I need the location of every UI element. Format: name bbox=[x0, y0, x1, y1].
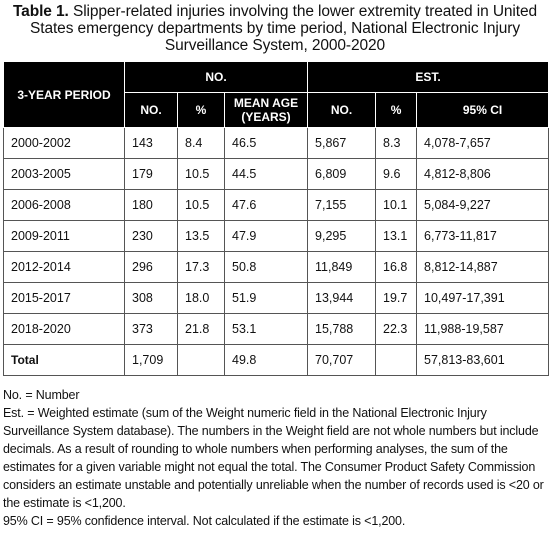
row-label: 2018-2020 bbox=[4, 314, 125, 345]
table-cell: 15,788 bbox=[308, 314, 376, 345]
header-est-no: NO. bbox=[308, 93, 376, 128]
table-body bbox=[4, 128, 549, 376]
row-label: 2015-2017 bbox=[4, 283, 125, 314]
table-cell: 22.3 bbox=[376, 314, 417, 345]
row-label: 2012-2014 bbox=[4, 252, 125, 283]
table-cell bbox=[376, 345, 417, 376]
table-cell: 8,812-14,887 bbox=[417, 252, 549, 283]
table-cell: 10.1 bbox=[376, 190, 417, 221]
table-row bbox=[4, 283, 549, 314]
table-cell: 6,773-11,817 bbox=[417, 221, 549, 252]
table-cell: 11,988-19,587 bbox=[417, 314, 549, 345]
table-row bbox=[4, 159, 549, 190]
table-cell: 6,809 bbox=[308, 159, 376, 190]
table-cell: 8.3 bbox=[376, 128, 417, 159]
table-cell: 373 bbox=[125, 314, 178, 345]
table-cell: 50.8 bbox=[225, 252, 308, 283]
row-label: 2000-2002 bbox=[4, 128, 125, 159]
header-group-est: EST. bbox=[308, 62, 549, 93]
row-label: 2003-2005 bbox=[4, 159, 125, 190]
table-row-total bbox=[4, 345, 549, 376]
row-label: 2006-2008 bbox=[4, 190, 125, 221]
table-cell: 16.8 bbox=[376, 252, 417, 283]
table-cell: 57,813-83,601 bbox=[417, 345, 549, 376]
table-cell: 8.4 bbox=[178, 128, 225, 159]
table-cell: 46.5 bbox=[225, 128, 308, 159]
header-mean-age: MEAN AGE (YEARS) bbox=[225, 93, 308, 128]
table-cell: 44.5 bbox=[225, 159, 308, 190]
table-cell: 10.5 bbox=[178, 159, 225, 190]
table-cell: 18.0 bbox=[178, 283, 225, 314]
header-no: NO. bbox=[125, 93, 178, 128]
table-cell: 308 bbox=[125, 283, 178, 314]
header-period: 3-YEAR PERIOD bbox=[4, 62, 125, 128]
table-row bbox=[4, 128, 549, 159]
row-label: Total bbox=[4, 345, 125, 376]
table-row bbox=[4, 252, 549, 283]
header-percent: % bbox=[178, 93, 225, 128]
table-cell: 9.6 bbox=[376, 159, 417, 190]
table-cell: 296 bbox=[125, 252, 178, 283]
table-cell: 180 bbox=[125, 190, 178, 221]
table-cell: 10,497-17,391 bbox=[417, 283, 549, 314]
footnotes bbox=[0, 386, 550, 530]
table-cell: 17.3 bbox=[178, 252, 225, 283]
table-row bbox=[4, 221, 549, 252]
table-cell: 10.5 bbox=[178, 190, 225, 221]
table-cell: 143 bbox=[125, 128, 178, 159]
table-cell: 1,709 bbox=[125, 345, 178, 376]
table-cell: 53.1 bbox=[225, 314, 308, 345]
table-cell bbox=[178, 345, 225, 376]
table-cell: 13,944 bbox=[308, 283, 376, 314]
table-cell: 13.1 bbox=[376, 221, 417, 252]
table-cell: 11,849 bbox=[308, 252, 376, 283]
table-cell: 47.9 bbox=[225, 221, 308, 252]
footnote-ci: 95% CI = 95% confidence interval. Not calculated if the estimate is <1,200. bbox=[3, 514, 406, 528]
injury-table bbox=[3, 61, 549, 376]
table-caption bbox=[0, 0, 550, 54]
table-cell: 19.7 bbox=[376, 283, 417, 314]
header-group-no: NO. bbox=[125, 62, 308, 93]
table-cell: 70,707 bbox=[308, 345, 376, 376]
table-cell: 4,078-7,657 bbox=[417, 128, 549, 159]
table-cell: 13.5 bbox=[178, 221, 225, 252]
table-title: Slipper-related injuries involving the lower extremity treated in United States emergency departments by time period, National Electronic Injury Surveillance System, 2000-2020 bbox=[30, 3, 538, 54]
table-row bbox=[4, 314, 549, 345]
table-cell: 49.8 bbox=[225, 345, 308, 376]
table-cell: 47.6 bbox=[225, 190, 308, 221]
footnote-no: No. = Number bbox=[3, 388, 80, 402]
table-cell: 230 bbox=[125, 221, 178, 252]
table-cell: 51.9 bbox=[225, 283, 308, 314]
row-label: 2009-2011 bbox=[4, 221, 125, 252]
header-est-percent: % bbox=[376, 93, 417, 128]
table-label: Table 1. bbox=[12, 3, 69, 20]
table-cell: 4,812-8,806 bbox=[417, 159, 549, 190]
table-cell: 21.8 bbox=[178, 314, 225, 345]
table-cell: 5,867 bbox=[308, 128, 376, 159]
table-cell: 179 bbox=[125, 159, 178, 190]
table-row bbox=[4, 190, 549, 221]
table-cell: 5,084-9,227 bbox=[417, 190, 549, 221]
header-ci: 95% CI bbox=[417, 93, 549, 128]
table-cell: 7,155 bbox=[308, 190, 376, 221]
table-cell: 9,295 bbox=[308, 221, 376, 252]
footnote-est: Est. = Weighted estimate (sum of the Weight numeric field in the National Electronic Injury Surveillance System database). The numbers in the Weight field are not whole numbers but include decimals. As a result of rounding to whole numbers when performing analyses, the sum of the estimates for a given variable might not equal the total. The Consumer Product Safety Commission considers an estimate unstable and potentially unreliable when the number of records used is <20 or the estimate is <1,200. bbox=[3, 406, 544, 510]
